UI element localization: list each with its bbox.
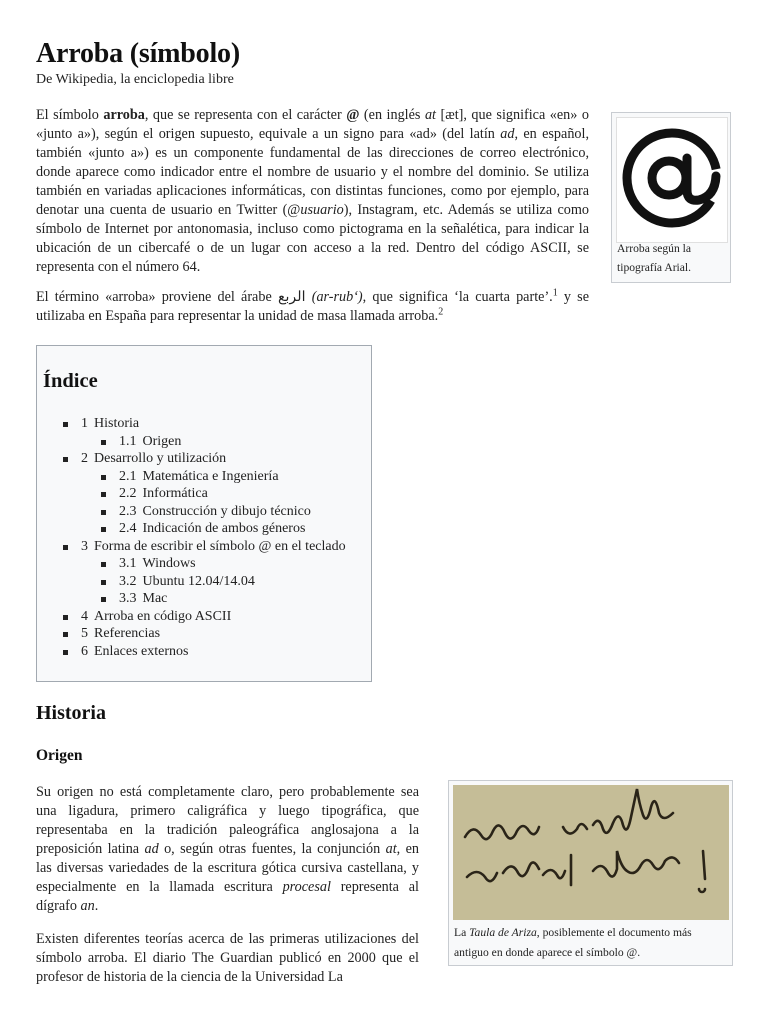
toc-number: 6 xyxy=(81,643,88,659)
toc-number: 3.1 xyxy=(119,556,137,571)
toc-label[interactable]: Windows xyxy=(142,556,196,571)
toc-title: Índice xyxy=(43,370,98,392)
table-of-contents xyxy=(36,345,372,682)
toc-subitem[interactable] xyxy=(101,555,346,573)
figure-taula-de-ariza xyxy=(448,780,733,966)
toc-number: 3 xyxy=(81,538,88,554)
toc-number: 2.2 xyxy=(119,486,137,501)
toc-item[interactable] xyxy=(63,643,346,661)
bold-term: arroba xyxy=(103,107,145,123)
toc-subitem[interactable] xyxy=(101,485,346,503)
page-tagline: De Wikipedia, la enciclopedia libre xyxy=(36,72,234,87)
section-heading-historia: Historia xyxy=(36,702,106,724)
toc-subitem[interactable] xyxy=(101,573,346,591)
figure-caption: Arroba según la tipografía Arial. xyxy=(617,242,692,274)
toc-subitem[interactable] xyxy=(101,520,346,538)
toc-label[interactable]: Mac xyxy=(142,591,168,606)
origin-paragraph: Su origen no está completamente claro, pero probablemente sea una ligadura, primero caligráfica y luego tipográfica, que representaba en la tradición paleográfica anglosajona a la preposición latina ad o, según otras fuentes, la conjunción at, en las diversas variedades de la escritura gótica cursiva castellana, y especialmente en la llamada escritura procesal representa al dígrafo an. xyxy=(36,784,419,914)
toc-subitem[interactable] xyxy=(101,503,346,521)
toc-label[interactable]: Ubuntu 12.04/14.04 xyxy=(142,573,255,589)
page-title: Arroba (símbolo) xyxy=(36,38,240,69)
at-symbol-image[interactable] xyxy=(616,117,728,243)
toc-number: 1 xyxy=(81,416,88,431)
reference-link-1[interactable]: 1 xyxy=(552,287,558,299)
toc-label[interactable]: Enlaces externos xyxy=(94,643,189,659)
toc-number: 2.3 xyxy=(119,503,137,519)
toc-label[interactable]: Indicación de ambos géneros xyxy=(142,521,306,536)
toc-label[interactable]: Matemática e Ingeniería xyxy=(142,468,279,484)
figure-caption: La Taula de Ariza, posiblemente el documento más antiguo en donde aparece el símbolo @. xyxy=(454,926,692,959)
toc-label[interactable]: Forma de escribir el símbolo @ en el teclado xyxy=(94,538,346,554)
toc-list xyxy=(63,415,346,660)
toc-sublist xyxy=(101,433,346,451)
intro-paragraph-1: El símbolo arroba, que se representa con el carácter @ (en inglés at [æt], que significa «en» o «junto a»), según el origen supuesto, equivale a un signo para «ad» (del latín ad, en español, también «junto a») es un componente fundamental de las direcciones de correo electrónico, donde aparece como indicador entre el nombre de usuario y el nombre del dominio. Se utiliza también en variadas aplicaciones informáticas, con distintas funciones, como por ejemplo, para denotar una cuenta de usuario en Twitter (@usuario), Instagram, etc. Además se utiliza como símbolo de Internet por antonomasia, incluso como pictograma en la señalética, para indicar la ubicación de un cibercafé o de un lugar con acceso a la red. Dentro del código ASCII, se representa con el número 64. xyxy=(36,107,589,275)
toc-label[interactable]: Referencias xyxy=(94,626,161,641)
toc-label[interactable]: Desarrollo y utilización xyxy=(94,451,227,466)
toc-label[interactable]: Historia xyxy=(94,416,140,431)
subsection-heading-origen: Origen xyxy=(36,747,83,764)
toc-label[interactable]: Origen xyxy=(142,433,182,449)
toc-subitem[interactable] xyxy=(101,433,346,451)
intro-paragraph-2: El término «arroba» proviene del árabe الربع (ar-rub‘), que significa ‘la cuarta parte’.$^1$ y se utilizaba en España para representar la unidad de masa llamada arroba.$^2$ xyxy=(36,287,589,324)
toc-item[interactable] xyxy=(63,415,346,450)
toc-item[interactable] xyxy=(63,450,346,538)
toc-subitem[interactable] xyxy=(101,590,346,608)
toc-sublist xyxy=(101,468,346,538)
toc-label[interactable]: Informática xyxy=(142,486,208,501)
toc-number: 1.1 xyxy=(119,433,137,449)
toc-number: 2.1 xyxy=(119,468,137,484)
manuscript-handwriting-icon xyxy=(453,785,729,920)
toc-label[interactable]: Arroba en código ASCII xyxy=(94,608,232,624)
toc-item[interactable] xyxy=(63,538,346,608)
reference-link-2[interactable]: 2 xyxy=(438,306,444,318)
toc-number: 2 xyxy=(81,451,88,466)
toc-sublist xyxy=(101,555,346,608)
toc-number: 3.2 xyxy=(119,573,137,589)
at-sign-icon xyxy=(617,118,727,242)
toc-item[interactable] xyxy=(63,625,346,643)
toc-number: 4 xyxy=(81,608,88,624)
theories-paragraph: Existen diferentes teorías acerca de las primeras utilizaciones del símbolo arroba. El diario The Guardian publicó en 2000 que el profesor de historia de la ciencia de la Universidad La xyxy=(36,931,419,985)
toc-item[interactable] xyxy=(63,608,346,626)
figure-arroba-arial xyxy=(611,112,731,283)
toc-number: 2.4 xyxy=(119,521,137,536)
toc-subitem[interactable] xyxy=(101,468,346,486)
manuscript-image[interactable] xyxy=(453,785,729,920)
toc-number: 3.3 xyxy=(119,591,137,606)
toc-number: 5 xyxy=(81,626,88,641)
toc-label[interactable]: Construcción y dibujo técnico xyxy=(142,503,311,519)
